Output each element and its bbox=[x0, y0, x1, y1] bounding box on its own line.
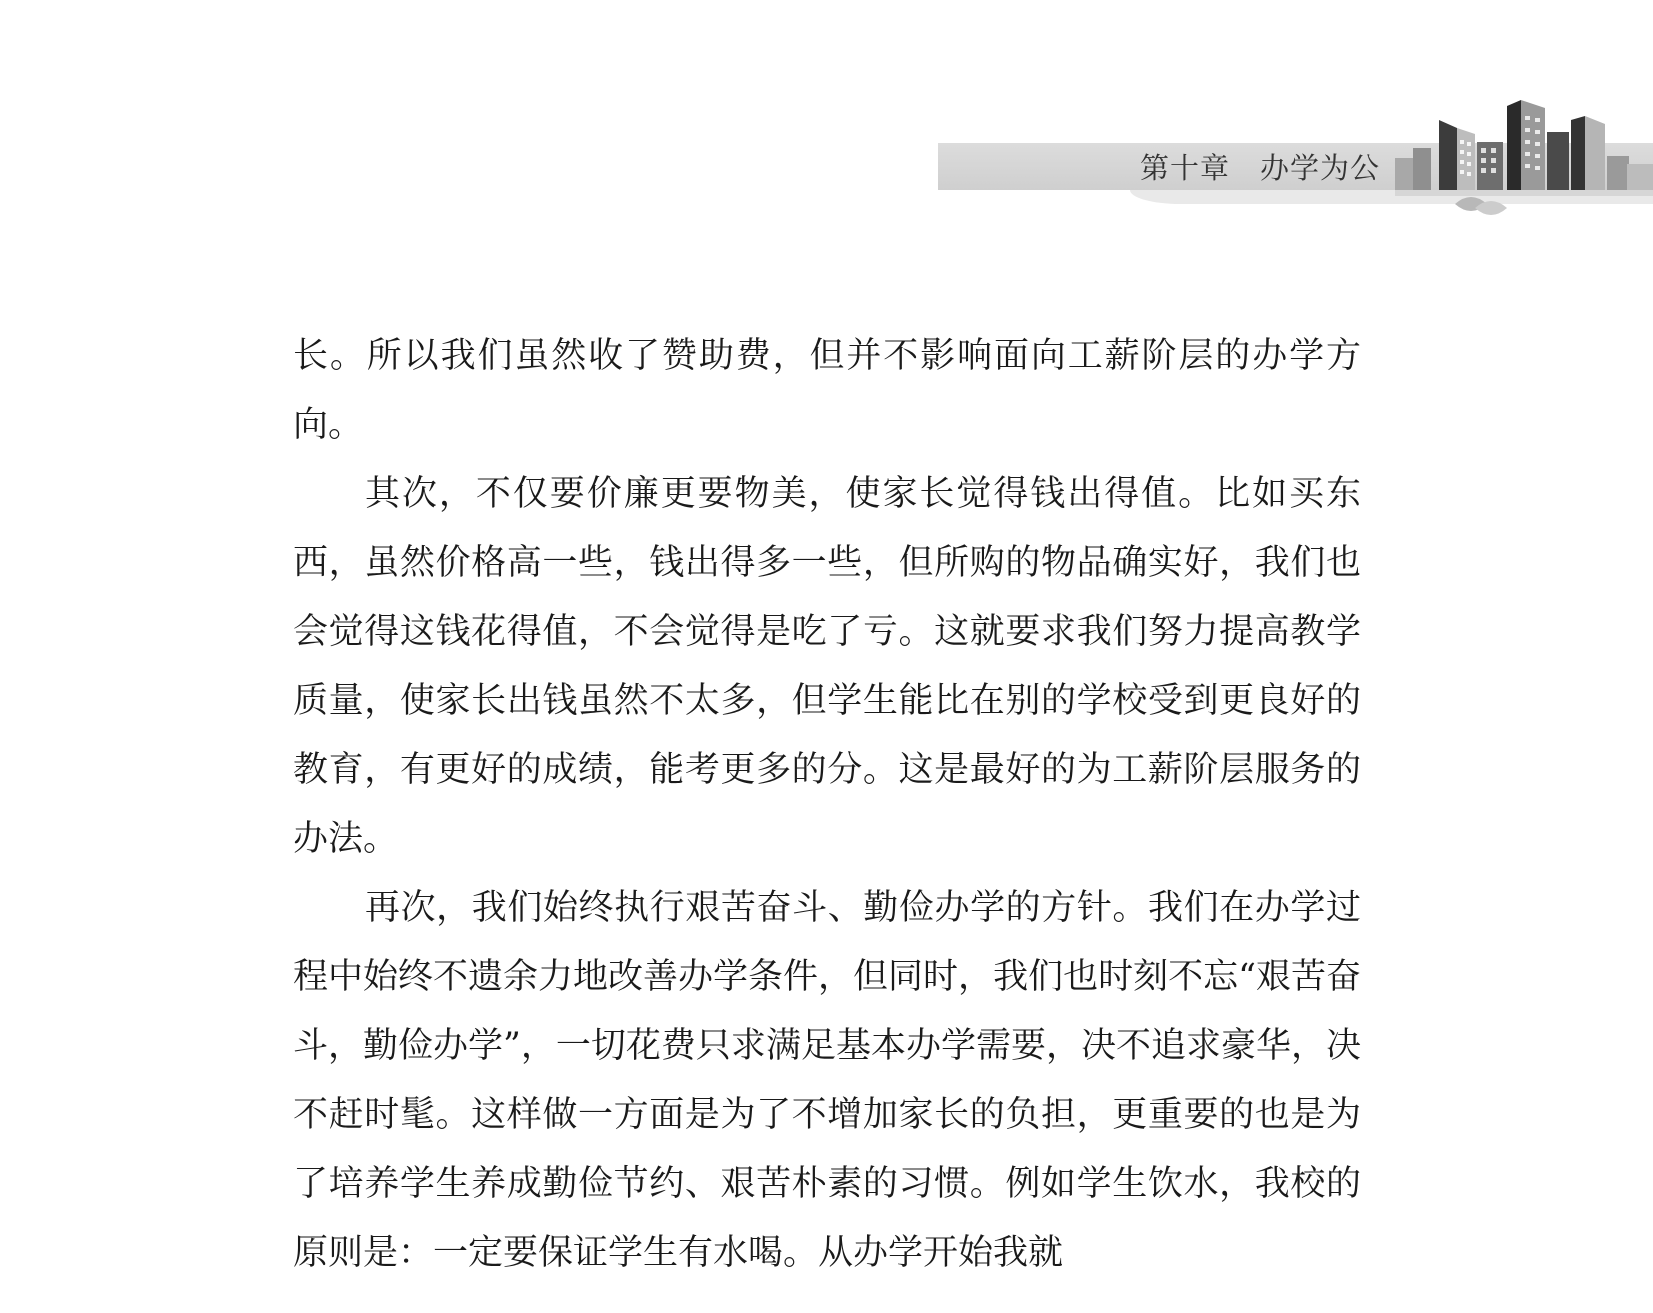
city-skyline-icon bbox=[1395, 98, 1653, 228]
chapter-title: 第十章 办学为公 bbox=[1140, 151, 1381, 185]
body-text bbox=[293, 322, 1361, 1288]
paragraph: 长。所以我们虽然收了赞助费，但并不影响面向工薪阶层的办学方向。 bbox=[293, 336, 1361, 445]
paragraph: 其次，不仅要价廉更要物美，使家长觉得钱出得值。比如买东西，虽然价格高一些，钱出得多一些，但所购的物品确实好，我们也会觉得这钱花得值，不会觉得是吃了亏。这就要求我们努力提高教学质量，使家长出钱虽然不太多，但学生能比在别的学校受到更良好的教育，有更好的成绩，能考更多的分。这是最好的为工薪阶层服务的办法。 bbox=[293, 474, 1361, 859]
paragraph: 再次，我们始终执行艰苦奋斗、勤俭办学的方针。我们在办学过程中始终不遗余力地改善办学条件，但同时，我们也时刻不忘“艰苦奋斗，勤俭办学”，一切花费只求满足基本办学需要，决不追求豪华，决不赶时髦。这样做一方面是为了不增加家长的负担，更重要的也是为了培养学生养成勤俭节约、艰苦朴素的习惯。例如学生饮水，我校的原则是：一定要保证学生有水喝。从办学开始我就 bbox=[293, 888, 1361, 1273]
